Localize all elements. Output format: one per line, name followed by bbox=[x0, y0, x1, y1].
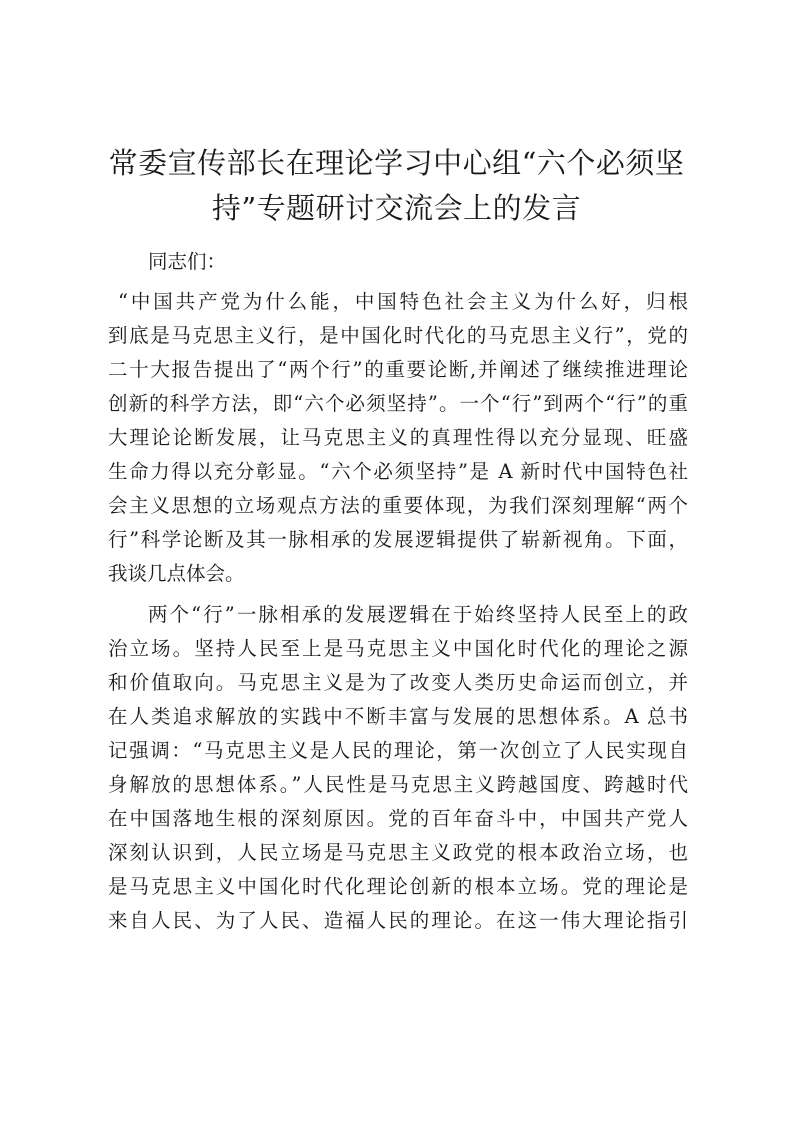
paragraph-line: 会主义思想的立场观点方法的重要体现，为我们深刻理解“两个 bbox=[108, 494, 688, 517]
paragraph-line: 和价值取向。马克思主义是为了改变人类历史命运而创立，并 bbox=[108, 671, 688, 694]
paragraph-line: 生命力得以充分彰显。“六个必须坚持”是 A 新时代中国特色社 bbox=[108, 460, 688, 483]
paragraph-line: 身解放的思想体系。”人民性是马克思主义跨越国度、跨越时代 bbox=[108, 773, 688, 796]
paragraph-line: 行”科学论断及其一脉相承的发展逻辑提供了崭新视角。下面， bbox=[108, 528, 688, 551]
paragraph-line: 来自人民、为了人民、造福人民的理论。在这一伟大理论指引 bbox=[108, 909, 688, 932]
paragraph-line: 是马克思主义中国化时代化理论创新的根本立场。党的理论是 bbox=[108, 875, 688, 898]
paragraph-line: 我谈几点体会。 bbox=[108, 562, 245, 585]
paragraph-line: 记强调：“马克思主义是人民的理论，第一次创立了人民实现自 bbox=[108, 739, 688, 762]
paragraph-line: 深刻认识到，人民立场是马克思主义政党的根本政治立场，也 bbox=[108, 841, 688, 864]
paragraph-line: 二十大报告提出了“两个行”的重要论断,并阐述了继续推进理论 bbox=[108, 358, 688, 381]
paragraph-line: 治立场。坚持人民至上是马克思主义中国化时代化的理论之源 bbox=[108, 637, 688, 660]
paragraph-line: 在人类追求解放的实践中不断丰富与发展的思想体系。A 总书 bbox=[108, 705, 688, 728]
paragraph-line: “中国共产党为什么能，中国特色社会主义为什么好，归根 bbox=[118, 290, 688, 313]
paragraph-line: 创新的科学方法，即“六个必须坚持”。一个“行”到两个“行”的重 bbox=[108, 392, 688, 415]
paragraph-line: 大理论论断发展，让马克思主义的真理性得以充分显现、旺盛 bbox=[108, 426, 688, 449]
paragraph-line: 到底是马克思主义行，是中国化时代化的马克思主义行”，党的 bbox=[108, 324, 688, 347]
document-title-line-1: 常委宣传部长在理论学习中心组“六个必须坚 bbox=[108, 146, 685, 180]
greeting: 同志们： bbox=[148, 250, 227, 273]
paragraph-line: 在中国落地生根的深刻原因。党的百年奋斗中，中国共产党人 bbox=[108, 807, 688, 830]
document-title-line-2: 持”专题研讨交流会上的发言 bbox=[211, 191, 582, 225]
paragraph-line: 两个“行”一脉相承的发展逻辑在于始终坚持人民至上的政 bbox=[148, 603, 688, 626]
